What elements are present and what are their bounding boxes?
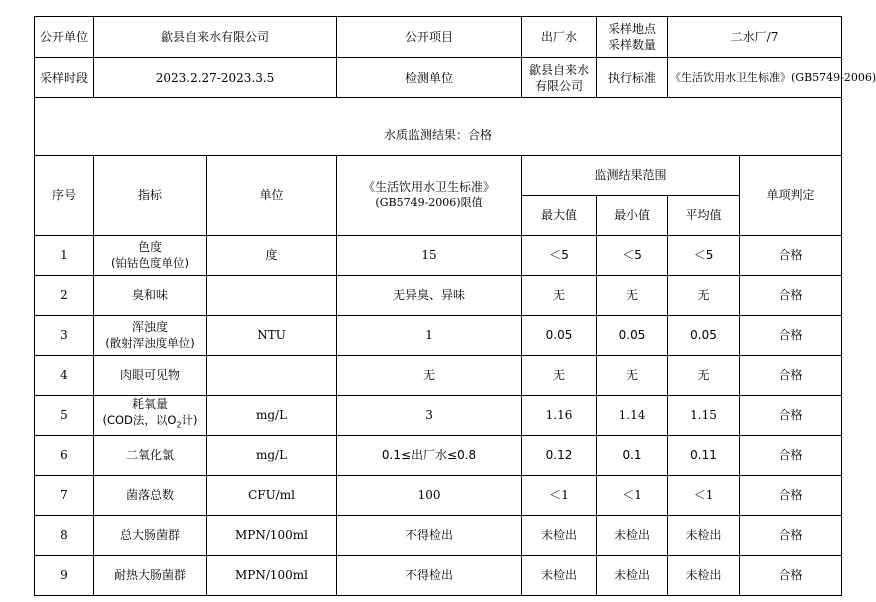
row-max: 未检出 — [522, 515, 597, 555]
row-unit: MPN/100ml — [207, 555, 337, 595]
row-max: ＜5 — [522, 235, 597, 275]
row-avg: 无 — [668, 275, 740, 315]
row-limit: 1 — [337, 315, 522, 355]
col-verdict-header: 单项判定 — [740, 155, 842, 235]
publisher-value: 歙县自来水有限公司 — [94, 17, 337, 58]
row-indicator — [94, 235, 207, 275]
col-avg-header: 平均值 — [668, 195, 740, 235]
row-unit: MPN/100ml — [207, 515, 337, 555]
row-indicator: 耐热大肠菌群 — [94, 555, 207, 595]
sampling-site-value: 二水厂/7 — [668, 17, 842, 58]
water-quality-report-table — [34, 16, 876, 596]
row-indicator: 二氧化氯 — [94, 435, 207, 475]
blank-spacer-row — [35, 98, 842, 117]
row-index: 3 — [35, 315, 94, 355]
row-avg: 0.11 — [668, 435, 740, 475]
indicator-sub-post: 计) — [181, 413, 198, 428]
row-indicator: 肉眼可见物 — [94, 355, 207, 395]
indicator-sub-pre: (COD法，以O — [102, 413, 177, 428]
row-limit: 不得检出 — [337, 515, 522, 555]
row-avg: 未检出 — [668, 515, 740, 555]
row-min: 1.14 — [597, 395, 668, 435]
indicator-name: 色度 — [137, 240, 162, 254]
indicator-sub — [96, 412, 204, 433]
row-index: 1 — [35, 235, 94, 275]
table-row — [35, 275, 842, 315]
row-unit: CFU/ml — [207, 475, 337, 515]
row-verdict: 合格 — [740, 475, 842, 515]
row-max: 无 — [522, 275, 597, 315]
period-value: 2023.2.27-2023.3.5 — [94, 58, 337, 98]
row-verdict: 合格 — [740, 235, 842, 275]
row-max: 无 — [522, 355, 597, 395]
row-max: 未检出 — [522, 555, 597, 595]
row-min: 0.1 — [597, 435, 668, 475]
row-unit: mg/L — [207, 395, 337, 435]
col-limit-header — [337, 155, 522, 235]
row-index: 2 — [35, 275, 94, 315]
column-header-row-1 — [35, 155, 842, 195]
indicator-sub: (散射浑浊度单位) — [105, 336, 195, 350]
row-indicator: 臭和味 — [94, 275, 207, 315]
row-max: ＜1 — [522, 475, 597, 515]
summary-row — [35, 116, 842, 155]
sampling-site-label — [597, 17, 668, 58]
row-verdict: 合格 — [740, 275, 842, 315]
table-row — [35, 555, 842, 595]
row-min: 未检出 — [597, 555, 668, 595]
row-limit: 100 — [337, 475, 522, 515]
standard-value: 《生活饮用水卫生标准》(GB5749-2006) — [668, 58, 842, 98]
indicator-name: 浑浊度 — [131, 320, 168, 334]
indicator-name: 耗氧量 — [131, 397, 168, 412]
row-index: 9 — [35, 555, 94, 595]
row-indicator: 菌落总数 — [94, 475, 207, 515]
row-min: ＜1 — [597, 475, 668, 515]
row-indicator: 总大肠菌群 — [94, 515, 207, 555]
header-row-2 — [35, 58, 842, 98]
row-index: 7 — [35, 475, 94, 515]
row-min: 0.05 — [597, 315, 668, 355]
row-limit: 0.1≤出厂水≤0.8 — [337, 435, 522, 475]
row-verdict: 合格 — [740, 435, 842, 475]
col-max-header: 最大值 — [522, 195, 597, 235]
row-max: 0.12 — [522, 435, 597, 475]
row-avg: 0.05 — [668, 315, 740, 355]
row-index: 5 — [35, 395, 94, 435]
row-min: 无 — [597, 355, 668, 395]
table-row — [35, 235, 842, 275]
item-value: 出厂水 — [522, 17, 597, 58]
item-label: 公开项目 — [337, 17, 522, 58]
row-unit: 度 — [207, 235, 337, 275]
table-row — [35, 515, 842, 555]
col-limit-header-line1: 《生活饮用水卫生标准》 — [363, 180, 496, 194]
col-min-header: 最小值 — [597, 195, 668, 235]
col-limit-header-line2: (GB5749-2006)限值 — [375, 196, 483, 209]
blank-spacer-cell — [35, 98, 842, 117]
row-avg: 无 — [668, 355, 740, 395]
row-unit: NTU — [207, 315, 337, 355]
row-unit — [207, 355, 337, 395]
result-summary: 水质监测结果：合格 — [35, 116, 842, 155]
row-unit: mg/L — [207, 435, 337, 475]
row-max: 1.16 — [522, 395, 597, 435]
row-limit: 15 — [337, 235, 522, 275]
row-limit: 无 — [337, 355, 522, 395]
col-unit-header: 单位 — [207, 155, 337, 235]
row-indicator — [94, 395, 207, 435]
dept-label: 检测单位 — [337, 58, 522, 98]
row-limit: 不得检出 — [337, 555, 522, 595]
col-indicator-header: 指标 — [94, 155, 207, 235]
table-row — [35, 475, 842, 515]
dept-value: 歙县自来水有限公司 — [522, 58, 597, 98]
row-limit: 无异臭、异味 — [337, 275, 522, 315]
col-range-header: 监测结果范围 — [522, 155, 740, 195]
indicator-sub-subscript: 2 — [176, 420, 182, 430]
indicator-sub: (铂钴色度单位) — [111, 256, 189, 270]
period-label: 采样时段 — [35, 58, 94, 98]
sampling-site-label-line2: 采样数量 — [608, 38, 657, 52]
row-avg: 1.15 — [668, 395, 740, 435]
row-verdict: 合格 — [740, 515, 842, 555]
row-avg: 未检出 — [668, 555, 740, 595]
row-max: 0.05 — [522, 315, 597, 355]
table-row — [35, 395, 842, 435]
row-verdict: 合格 — [740, 315, 842, 355]
row-min: ＜5 — [597, 235, 668, 275]
publisher-label: 公开单位 — [35, 17, 94, 58]
row-verdict: 合格 — [740, 395, 842, 435]
row-index: 6 — [35, 435, 94, 475]
table-row — [35, 315, 842, 355]
table-row — [35, 435, 842, 475]
row-indicator — [94, 315, 207, 355]
row-unit — [207, 275, 337, 315]
row-verdict: 合格 — [740, 555, 842, 595]
standard-label: 执行标准 — [597, 58, 668, 98]
table-row — [35, 355, 842, 395]
row-min: 无 — [597, 275, 668, 315]
row-index: 4 — [35, 355, 94, 395]
row-verdict: 合格 — [740, 355, 842, 395]
row-min: 未检出 — [597, 515, 668, 555]
row-index: 8 — [35, 515, 94, 555]
sampling-site-label-line1: 采样地点 — [608, 22, 657, 36]
col-index-header: 序号 — [35, 155, 94, 235]
row-limit: 3 — [337, 395, 522, 435]
row-avg: ＜1 — [668, 475, 740, 515]
header-row-1 — [35, 17, 842, 58]
row-avg: ＜5 — [668, 235, 740, 275]
